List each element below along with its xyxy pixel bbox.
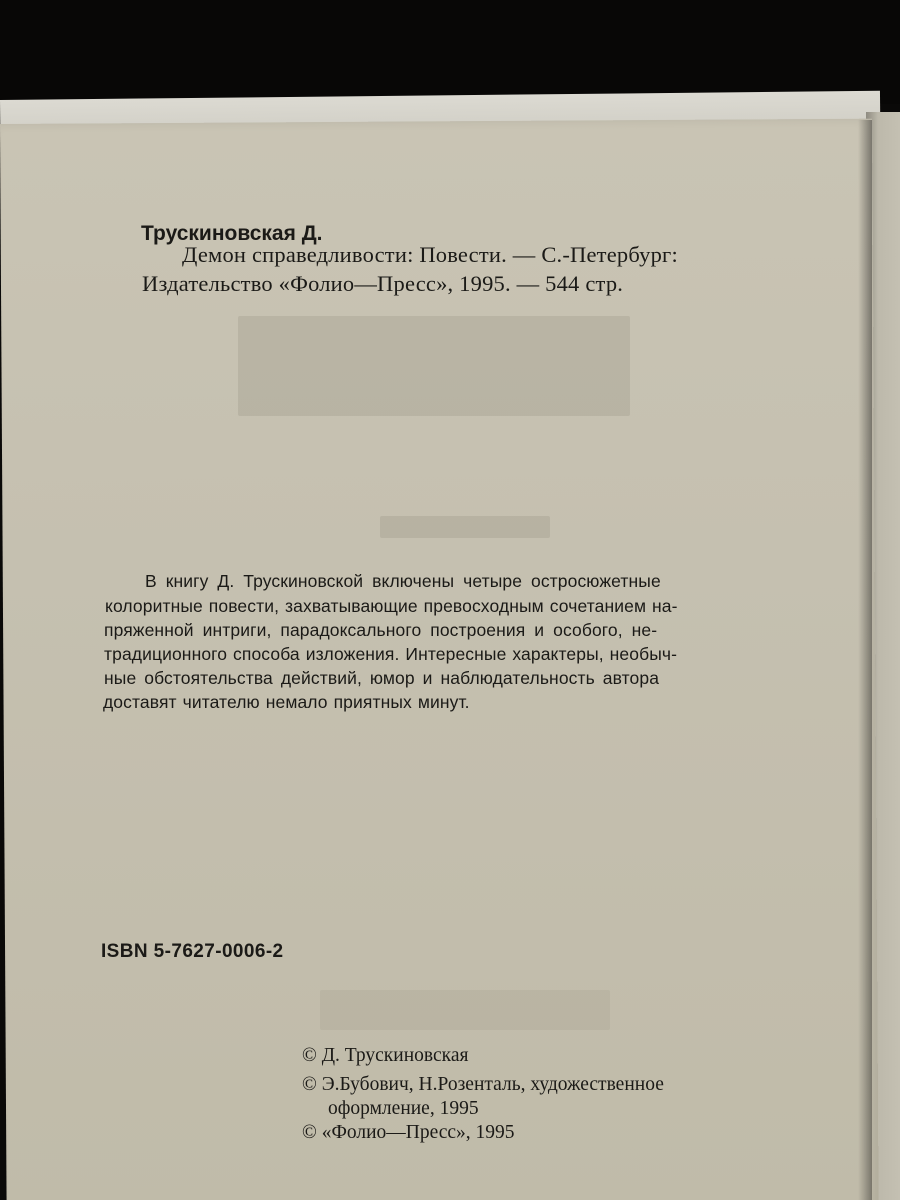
- book-author: Трускиновская Д.: [141, 222, 323, 245]
- book-publisher-line: Издательство «Фолио—Пресс», 1995. — 544 стр.: [142, 271, 624, 296]
- copyright-line: © «Фолио—Пресс», 1995: [302, 1122, 515, 1143]
- summary-line: традиционного способа изложения. Интересные характеры, необыч-: [104, 644, 678, 664]
- show-through-title: [238, 316, 630, 416]
- show-through-subtitle: [380, 516, 550, 538]
- summary-line: доставят читателю немало приятных минут.: [103, 692, 470, 712]
- dark-background: [0, 0, 900, 104]
- copyright-line: © Э.Бубович, Н.Розенталь, художественное: [302, 1074, 664, 1095]
- show-through-emblem: [320, 990, 610, 1030]
- book-title-line: Демон справедливости: Повести. — С.-Петербург:: [182, 242, 678, 267]
- summary-line: В книгу Д. Трускиновской включены четыре остросюжетные: [145, 571, 661, 591]
- summary-line: колоритные повести, захватывающие превосходным сочетанием на-: [105, 596, 678, 616]
- page-gutter-shadow: [858, 120, 872, 1200]
- copyright-line: © Д. Трускиновская: [302, 1045, 469, 1066]
- summary-line: пряженной интриги, парадоксального построения и особого, не-: [104, 620, 658, 640]
- summary-line: ные обстоятельства действий, юмор и наблюдательность автора: [104, 668, 660, 688]
- isbn: ISBN 5-7627-0006-2: [101, 941, 284, 962]
- copyright-line: оформление, 1995: [328, 1098, 479, 1119]
